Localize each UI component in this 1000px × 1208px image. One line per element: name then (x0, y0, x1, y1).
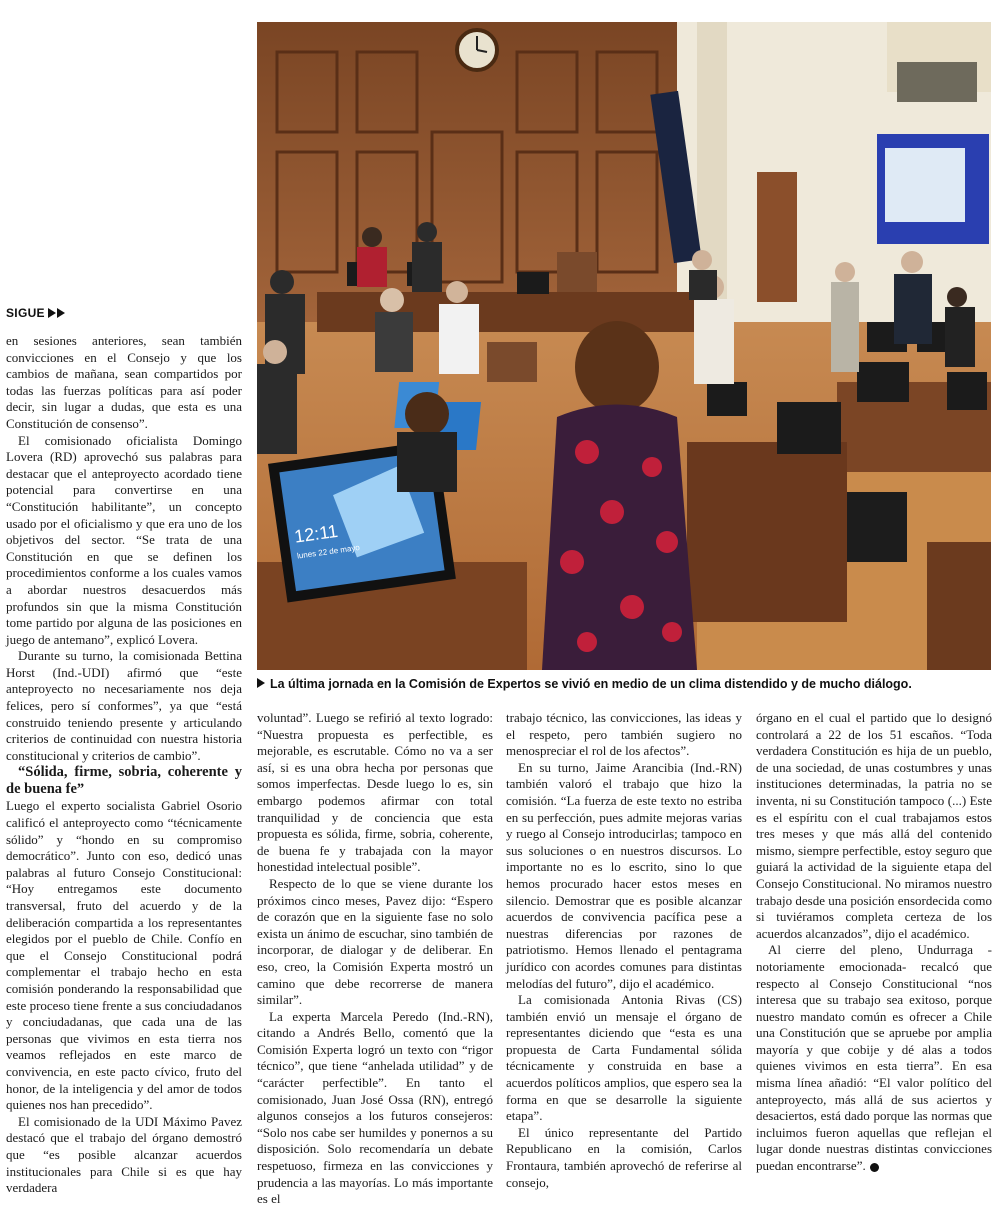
sigue-text: SIGUE (6, 306, 45, 320)
paragraph: El comisionado oficialista Domingo Lovera (RD) aprovechó sus palabras para destacar que el anteproyecto acordado tiene potencial para convertirse en una “Constitución habilitante”, un concepto usado por el oficialismo y que era uno de los objetivos del sector. “Se trata de una Constitución en que se definen los procedimientos conforme a los cuales vamos a abordar nuestros desacuerdos más profundos sin que la misma Constitución tome partido por alguna de las posiciones en juego de antemano”, explicó Lovera. (6, 432, 242, 647)
article-photo (257, 22, 991, 670)
paragraph (756, 942, 992, 1174)
paragraph: en sesiones anteriores, sean también convicciones en el Consejo y que los cambios de mañana, sean compartidos por todas las fuerzas políticas para así poder decir, sin lugar a dudas, que esta es una Constitución de consenso”. (6, 333, 242, 431)
double-arrow-right-icon (48, 308, 68, 318)
article-column-3 (506, 710, 742, 1190)
paragraph: Respecto de lo que se viene durante los próximos cinco meses, Pavez dijo: “Espero de corazón que en la siguiente fase no solo exista un ánimo de escuchar, sino también de incorporar, de dialogar y de deliberar. En eso, creo, la Comisión Experta mostró un camino que debe recorrerse de manera similar”. (257, 875, 493, 1008)
article-column-4 (756, 710, 992, 1173)
paragraph: trabajo técnico, las convicciones, las ideas y el respeto, pero también sugiero no menospreciar el rol de los afectos”. (506, 710, 742, 759)
paragraph: La experta Marcela Peredo (Ind.-RN), citando a Andrés Bello, comentó que la Comisión Experta logró un texto con “rigor técnico”, que tiene “anhelada utilidad” y de “carácter perfectible”. En tanto el comisionado, Juan José Ossa (RN), entregó algunos consejos a los futuros consejeros: “Solo nos cabe ser humildes y ponernos a su disposición. Solo recomendaría un debate respetuoso, firmeza en las convicciones y prudencia a las mayorías. Lo más importante es el (257, 1008, 493, 1207)
caption-marker-icon (257, 678, 265, 688)
paragraph: Durante su turno, la comisionada Bettina Horst (Ind.-UDI) afirmó que “este anteproyecto no necesariamente nos deja felices, pero sí conformes”, ya que “está construido teniendo presente y articulando criterios de continuidad con nuestra historia constitucional y criterios de cambio”. (6, 648, 242, 763)
paragraph: Luego el experto socialista Gabriel Osorio calificó el anteproyecto como “técnicamente sólido” y “hondo en su compromiso democrático”. Junto con eso, dedicó unas palabras al futuro Consejo Constitucional: “Hoy entregamos este documento transversal, fruto del acuerdo y de la deliberación compartida a los representantes elegidos por el pueblo de Chile. Confío en que el Consejo Constitucional podrá complementar el trabajo hecho en esta comisión ponderando la responsabilidad que este proceso tiene frente a sus conciudadanos y conciudadanas, que cada una de las personas que vivimos en esta tierra nos veamos reflejados en este marco de convivencia, en este pacto cívico, fruto del honor, de la inteligencia y del amor de todos quienes nos han precedido”. (6, 798, 242, 1113)
paragraph: órgano en el cual el partido que lo designó controlará a 22 de los 51 escaños. “Toda verdadera Constitución es hija de un pueblo, de una sociedad, de unas costumbres y unas instituciones determinadas, la patria no se inventa, ni su Constitución tampoco (...) Este es el espíritu con el cual trabajamos estos tres meses y que más allá del contenido mismo, siempre perfectible, estoy seguro que guiará la actividad de la siguiente etapa del Consejo Constitucional. No miramos nuestro trabajo desde una posición ensordecida como si tuviéramos completa certeza de los acuerdos alcanzados”, dijo el académico. (756, 710, 992, 941)
paragraph-text: Al cierre del pleno, Undurraga -notoriamente emocionada- recalcó que respecto al Consejo Constitucional “nos interesa que su trabajo sea exitoso, porque nuestro mandato común es ofrecer a Chile una Constitución que se apruebe por amplia mayoría y que cobije y dé alas a todos quienes vivimos en esta tierra”. En esa misma línea añadió: “El valor político del anteproyecto, más allá de sus aciertos y desaciertos, está dado porque las normas que incluimos fueron aquellas que reflejan el lugar donde nuestras distintas convicciones puedan encontrarse”. (756, 942, 992, 1174)
end-of-article-icon (870, 1163, 879, 1172)
article-column-2 (257, 710, 493, 1207)
article-column-1 (6, 333, 242, 1196)
laptop-clock-text: 12:11 (293, 520, 340, 547)
paragraph: El único representante del Partido Republicano en la comisión, Carlos Frontaura, también aprovechó de referirse al consejo, (506, 1124, 742, 1190)
paragraph: El comisionado de la UDI Máximo Pavez destacó que el trabajo del órgano demostró que “es posible alcanzar acuerdos institucionales para Chile si es que hay verdadera (6, 1113, 242, 1196)
caption-text: La última jornada en la Comisión de Expertos se vivió en medio de un clima distendido y de mucho diálogo. (270, 677, 912, 691)
section-subheading: “Sólida, firme, sobria, coherente y de buena fe” (6, 764, 242, 798)
sigue-label (6, 306, 68, 320)
paragraph: En su turno, Jaime Arancibia (Ind.-RN) también valoró el trabajo que hizo la comisión. “La fuerza de este texto no estriba en su perfección, pues admite mejoras varias y ruego al Consejo introducirlas; tampoco en sus soluciones o en nuestros discursos. Lo importante no es lo escrito, sino lo que hemos procurado hacer estos meses en silencio. Demostrar que es posible alcanzar acuerdos de convivencia pacífica pese a nuestras diferencias por razones de patriotismo. Hemos llenado el pentagrama jurídico con acordes comunes para distintas melodías del futuro”, dijo el académico. (506, 759, 742, 991)
laptop-date-text: lunes 22 de mayo (296, 542, 361, 561)
photo-illustration (257, 22, 991, 670)
paragraph: La comisionada Antonia Rivas (CS) también envió un mensaje el órgano de representantes diciendo que “esta es una propuesta de Carta Fundamental sólida técnicamente y construida en base a acuerdos políticos amplios, que espero sea la forma en que se desarrolle la siguiente etapa”. (506, 992, 742, 1124)
paragraph: voluntad”. Luego se refirió al texto logrado: “Nuestra propuesta es perfectible, es mejorable, es escrutable. Cómo no va a ser así, si es una obra hecha por personas que somos imperfectas. Desde luego lo es, sin embargo podemos afirmar con total tranquilidad y de conciencia que esta propuesta es sólida, firme, sobria, coherente, de buena fe y trabajada con la mayor honestidad intelectual posible”. (257, 710, 493, 875)
photo-caption (257, 677, 991, 691)
